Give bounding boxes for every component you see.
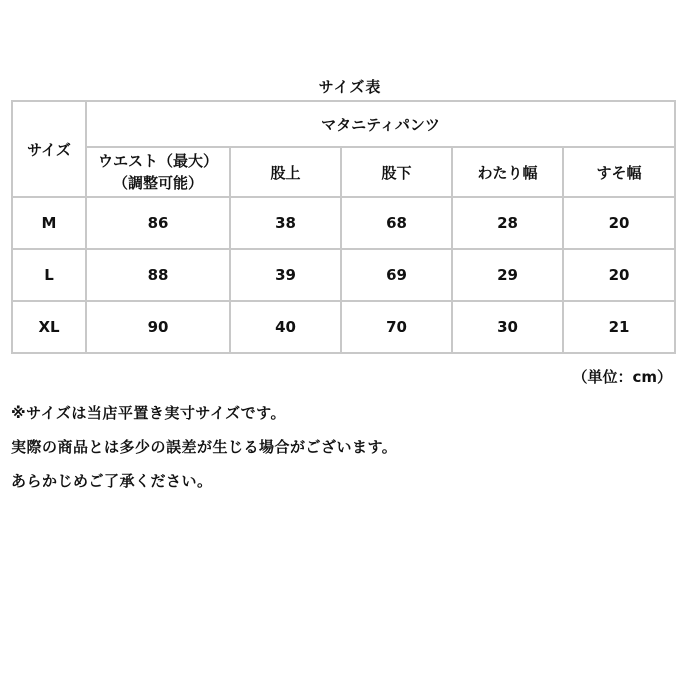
- size-chart-title: サイズ表: [318, 78, 382, 96]
- waist-cell: 90: [86, 301, 230, 353]
- table-subheader-row: [12, 147, 675, 197]
- waist-header-line1: ウエスト（最大）: [97, 152, 218, 170]
- thigh-header-cell: わたり幅: [452, 147, 563, 197]
- note-measurement: ※サイズは当店平置き実寸サイズです。: [11, 404, 286, 422]
- waist-cell: 86: [86, 197, 230, 249]
- size-header-cell: サイズ: [12, 101, 86, 197]
- note-variance: 実際の商品とは多少の誤差が生じる場合がございます。: [11, 438, 398, 456]
- table-header-row: [12, 101, 675, 147]
- unit-label: （単位：cm）: [572, 368, 672, 386]
- rise-cell: 40: [230, 301, 341, 353]
- thigh-cell: 30: [452, 301, 563, 353]
- rise-cell: 38: [230, 197, 341, 249]
- hem-cell: 21: [563, 301, 675, 353]
- hem-cell: 20: [563, 249, 675, 301]
- hem-cell: 20: [563, 197, 675, 249]
- size-cell: L: [12, 249, 86, 301]
- rise-header-cell: 股上: [230, 147, 341, 197]
- inseam-cell: 70: [341, 301, 452, 353]
- inseam-header-cell: 股下: [341, 147, 452, 197]
- waist-cell: 88: [86, 249, 230, 301]
- waist-header-cell: [86, 147, 230, 197]
- table-row: [12, 249, 675, 301]
- size-cell: XL: [12, 301, 86, 353]
- inseam-cell: 69: [341, 249, 452, 301]
- rise-cell: 39: [230, 249, 341, 301]
- note-acknowledge: あらかじめご了承ください。: [11, 472, 213, 490]
- table-row: [12, 197, 675, 249]
- hem-header-cell: すそ幅: [563, 147, 675, 197]
- product-group-header: マタニティパンツ: [86, 101, 675, 147]
- size-cell: M: [12, 197, 86, 249]
- table-row: [12, 301, 675, 353]
- thigh-cell: 29: [452, 249, 563, 301]
- size-table: [11, 100, 676, 354]
- thigh-cell: 28: [452, 197, 563, 249]
- inseam-cell: 68: [341, 197, 452, 249]
- waist-header-line2: （調整可能）: [112, 174, 203, 192]
